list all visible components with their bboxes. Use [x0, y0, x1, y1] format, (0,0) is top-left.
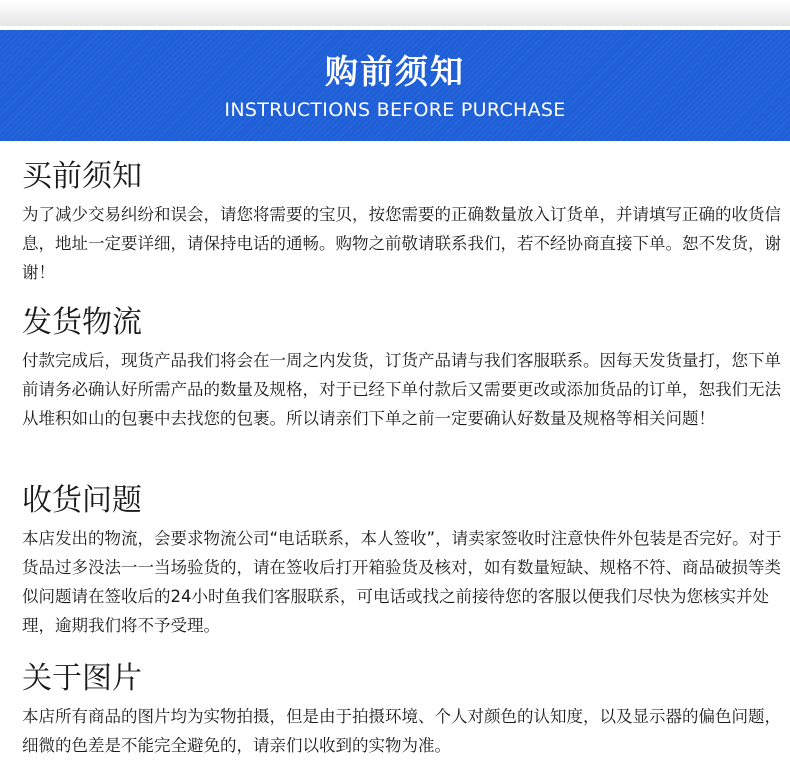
- header-banner: [0, 30, 790, 141]
- section-body: 本店发出的物流，会要求物流公司“电话联系，本人签收”，请卖家签收时注意快件外包装是否完好。对于货品过多没法一一当场验货的，请在签收后打开箱验货及核对，如有数量短缺、规格不符、商品破损等类似问题请在签收后的24小时鱼我们客服联系，可电话或找之前接待您的客服以便我们尽快为您核实并处理，逾期我们将不予受理。: [22, 529, 782, 635]
- section-body: 付款完成后，现货产品我们将会在一周之内发货，订货产品请与我们客服联系。因每天发货量打，您下单前请务必确认好所需产品的数量及规格，对于已经下单付款后又需要更改或添加货品的订单，恕我们无法从堆积如山的包裹中去找您的包裹。所以请亲们下单之前一定要确认好数量及规格等相关问题！: [22, 351, 781, 428]
- banner-title: 购前须知: [325, 52, 465, 91]
- section-shipping: [22, 304, 782, 433]
- section-about-images: [22, 660, 782, 760]
- section-heading: 关于图片: [22, 661, 142, 696]
- section-receiving: [22, 482, 782, 640]
- section-body: 为了减少交易纠纷和误会，请您将需要的宝贝，按您需要的正确数量放入订货单，并请填写正确的收货信息，地址一定要详细，请保持电话的通畅。购物之前敬请联系我们，若不经协商直接下单。恕不发货，谢谢！: [22, 205, 781, 282]
- section-heading: 收货问题: [22, 483, 142, 518]
- banner-subtitle: INSTRUCTIONS BEFORE PURCHASE: [224, 99, 566, 121]
- section-before-purchase: [22, 158, 782, 287]
- section-body: 本店所有商品的图片均为实物拍摄，但是由于拍摄环境、个人对颜色的认知度，以及显示器的偏色问题，细微的色差是不能完全避免的，请亲们以收到的实物为准。: [22, 707, 781, 755]
- top-divider-strip: [0, 0, 790, 26]
- section-heading: 买前须知: [22, 159, 142, 194]
- section-heading: 发货物流: [22, 305, 142, 340]
